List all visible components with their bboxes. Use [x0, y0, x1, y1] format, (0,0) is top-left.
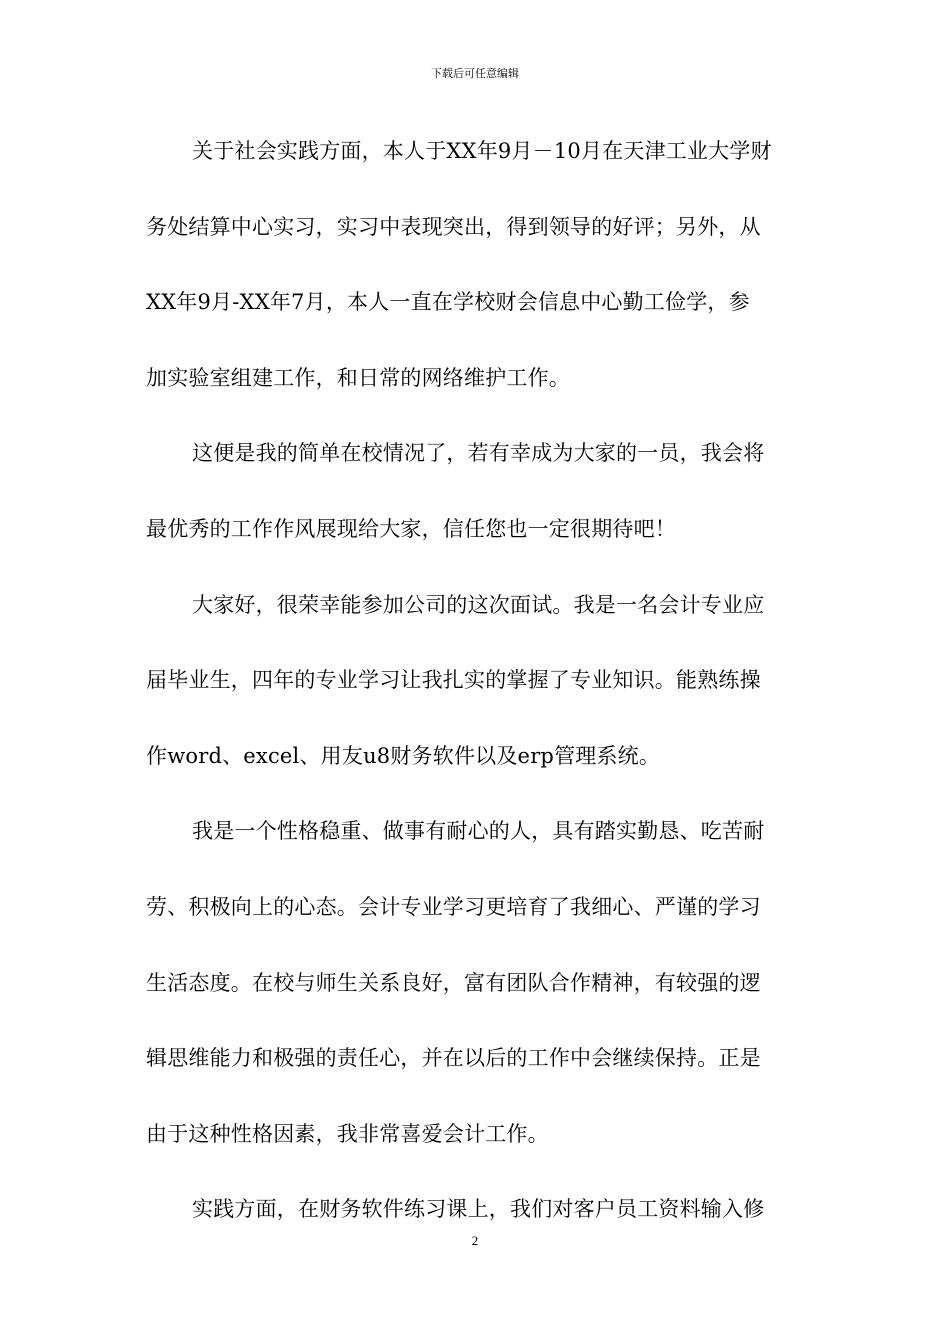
text-line: 最优秀的工作作风展现给大家，信任您也一定很期待吧！ [146, 516, 676, 541]
document-body [146, 130, 811, 1264]
text-line: 辑思维能力和极强的责任心，并在以后的工作中会继续保持。正是 [146, 1046, 761, 1071]
text-line: 届毕业生，四年的专业学习让我扎实的掌握了专业知识。能熟练操 [146, 668, 761, 693]
text-line: 务处结算中心实习，实习中表现突出，得到领导的好评；另外，从 [146, 214, 761, 239]
text-line: 生活态度。在校与师生关系良好，富有团队合作精神，有较强的逻 [146, 970, 761, 995]
text-line: 劳、积极向上的心态。会计专业学习更培育了我细心、严谨的学习 [146, 894, 761, 919]
text-line: 我是一个性格稳重、做事有耐心的人，具有踏实勤恳、吃苦耐 [192, 819, 765, 844]
text-line: 这便是我的简单在校情况了，若有幸成为大家的一员，我会将 [192, 441, 765, 466]
text-line: 关于社会实践方面，本人于XX年9月－10月在天津工业大学财 [192, 139, 772, 163]
text-line: XX年9月-XX年7月，本人一直在学校财会信息中心勤工俭学，参 [146, 290, 750, 315]
text-line: 加实验室组建工作，和日常的网络维护工作。 [146, 365, 570, 390]
text-line: 由于这种性格因素，我非常喜爱会计工作。 [146, 1121, 549, 1146]
page-number: 2 [471, 1233, 479, 1248]
page-header: 下载后可任意编辑 [431, 67, 519, 80]
text-line: 实践方面，在财务软件练习课上，我们对客户员工资料输入修 [192, 1197, 765, 1222]
text-line: 大家好，很荣幸能参加公司的这次面试。我是一名会计专业应 [192, 592, 765, 617]
text-line: 作word、excel、用友u8财务软件以及erp管理系统。 [146, 743, 661, 768]
